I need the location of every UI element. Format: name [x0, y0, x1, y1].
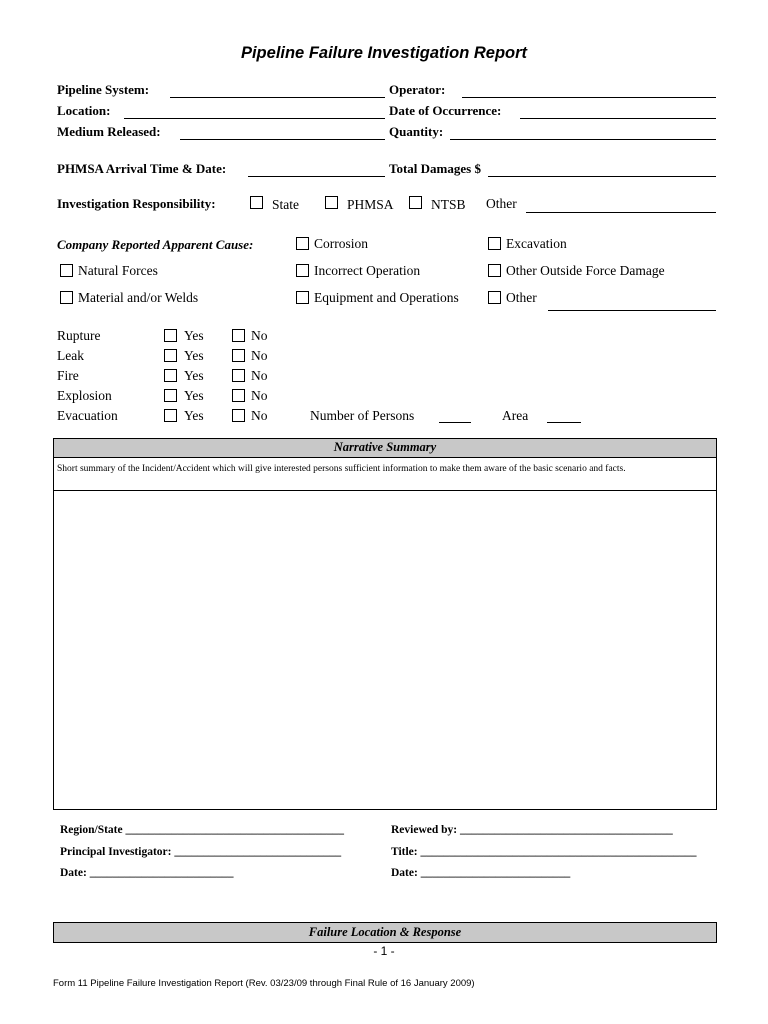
material-welds-label: Material and/or Welds: [78, 290, 199, 305]
ntsb-option-label: NTSB: [431, 197, 466, 212]
explosion-no-checkbox[interactable]: [232, 389, 245, 402]
rupture-yes-label: Yes: [184, 328, 204, 343]
narrative-divider: [53, 490, 717, 491]
location-field[interactable]: [124, 118, 385, 119]
date-of-occurrence-label: Date of Occurrence:: [389, 103, 502, 118]
pipeline-system-field[interactable]: [170, 97, 385, 98]
number-of-persons-label: Number of Persons: [310, 408, 415, 423]
failure-location-title: Failure Location & Response: [308, 925, 462, 939]
evacuation-no-checkbox[interactable]: [232, 409, 245, 422]
leak-label: Leak: [57, 348, 84, 363]
operator-field[interactable]: [462, 97, 716, 98]
quantity-field[interactable]: [450, 139, 716, 140]
cause-other-label: Other: [506, 290, 537, 305]
page-title: Pipeline Failure Investigation Report: [240, 44, 528, 62]
phmsa-arrival-label: PHMSA Arrival Time & Date:: [57, 161, 227, 176]
evacuation-label: Evacuation: [57, 408, 118, 423]
material-welds-checkbox[interactable]: [60, 291, 73, 304]
rupture-no-checkbox[interactable]: [232, 329, 245, 342]
page-number: - 1 -: [373, 944, 395, 958]
medium-released-label: Medium Released:: [57, 124, 161, 139]
leak-no-checkbox[interactable]: [232, 349, 245, 362]
phmsa-checkbox[interactable]: [325, 196, 338, 209]
investigation-responsibility-label: Investigation Responsibility:: [57, 196, 216, 211]
principal-investigator-field[interactable]: Principal Investigator: _____________________________: [60, 846, 342, 858]
fire-label: Fire: [57, 368, 79, 383]
equipment-operations-label: Equipment and Operations: [314, 290, 459, 305]
evacuation-no-label: No: [251, 408, 268, 423]
leak-yes-checkbox[interactable]: [164, 349, 177, 362]
incorrect-operation-label: Incorrect Operation: [314, 263, 421, 278]
location-label: Location:: [57, 103, 111, 118]
phmsa-arrival-field[interactable]: [248, 176, 385, 177]
equipment-operations-checkbox[interactable]: [296, 291, 309, 304]
area-label: Area: [502, 408, 529, 423]
fire-yes-checkbox[interactable]: [164, 369, 177, 382]
incorrect-operation-checkbox[interactable]: [296, 264, 309, 277]
evacuation-yes-label: Yes: [184, 408, 204, 423]
explosion-yes-label: Yes: [184, 388, 204, 403]
fire-yes-label: Yes: [184, 368, 204, 383]
ntsb-checkbox[interactable]: [409, 196, 422, 209]
narrative-summary-title: Narrative Summary: [333, 440, 437, 454]
fire-no-label: No: [251, 368, 268, 383]
evacuation-yes-checkbox[interactable]: [164, 409, 177, 422]
quantity-label: Quantity:: [389, 124, 444, 139]
region-state-field[interactable]: Region/State ______________________________________: [60, 824, 344, 836]
date-left-field[interactable]: Date: _________________________: [60, 867, 234, 879]
rupture-no-label: No: [251, 328, 268, 343]
state-checkbox[interactable]: [250, 196, 263, 209]
area-field[interactable]: [547, 422, 581, 423]
leak-yes-label: Yes: [184, 348, 204, 363]
reviewed-by-field[interactable]: Reviewed by: _____________________________________: [391, 824, 673, 836]
date-of-occurrence-field[interactable]: [520, 118, 716, 119]
fire-no-checkbox[interactable]: [232, 369, 245, 382]
natural-forces-label: Natural Forces: [78, 263, 158, 278]
investigation-other-label: Other: [486, 196, 517, 211]
operator-label: Operator:: [389, 82, 446, 97]
rupture-label: Rupture: [57, 328, 101, 343]
other-outside-force-label: Other Outside Force Damage: [506, 263, 665, 278]
cause-other-checkbox[interactable]: [488, 291, 501, 304]
form-footer: Form 11 Pipeline Failure Investigation Report (Rev. 03/23/09 through Final Rule of 16 January 2009): [53, 978, 475, 989]
phmsa-option-label: PHMSA: [347, 197, 394, 212]
leak-no-label: No: [251, 348, 268, 363]
total-damages-label: Total Damages $: [389, 161, 481, 176]
cause-other-field[interactable]: [548, 310, 716, 311]
rupture-yes-checkbox[interactable]: [164, 329, 177, 342]
explosion-yes-checkbox[interactable]: [164, 389, 177, 402]
apparent-cause-label: Company Reported Apparent Cause:: [57, 237, 254, 252]
date-right-field[interactable]: Date: __________________________: [391, 867, 571, 879]
narrative-instructions: Short summary of the Incident/Accident which will give interested persons sufficient information to make them aware of the basic scenario and facts.: [57, 464, 626, 474]
explosion-label: Explosion: [57, 388, 112, 403]
explosion-no-label: No: [251, 388, 268, 403]
corrosion-checkbox[interactable]: [296, 237, 309, 250]
failure-location-header: [53, 922, 717, 943]
narrative-summary-header: [53, 438, 717, 458]
narrative-text-area[interactable]: [55, 492, 715, 808]
pipeline-system-label: Pipeline System:: [57, 82, 150, 97]
natural-forces-checkbox[interactable]: [60, 264, 73, 277]
medium-released-field[interactable]: [180, 139, 385, 140]
investigation-other-field[interactable]: [526, 212, 716, 213]
total-damages-field[interactable]: [488, 176, 716, 177]
excavation-checkbox[interactable]: [488, 237, 501, 250]
other-outside-force-checkbox[interactable]: [488, 264, 501, 277]
corrosion-label: Corrosion: [314, 236, 368, 251]
state-option-label: State: [272, 197, 299, 212]
excavation-label: Excavation: [506, 236, 567, 251]
title-field[interactable]: Title: ________________________________________________: [391, 846, 697, 858]
number-of-persons-field[interactable]: [439, 422, 471, 423]
